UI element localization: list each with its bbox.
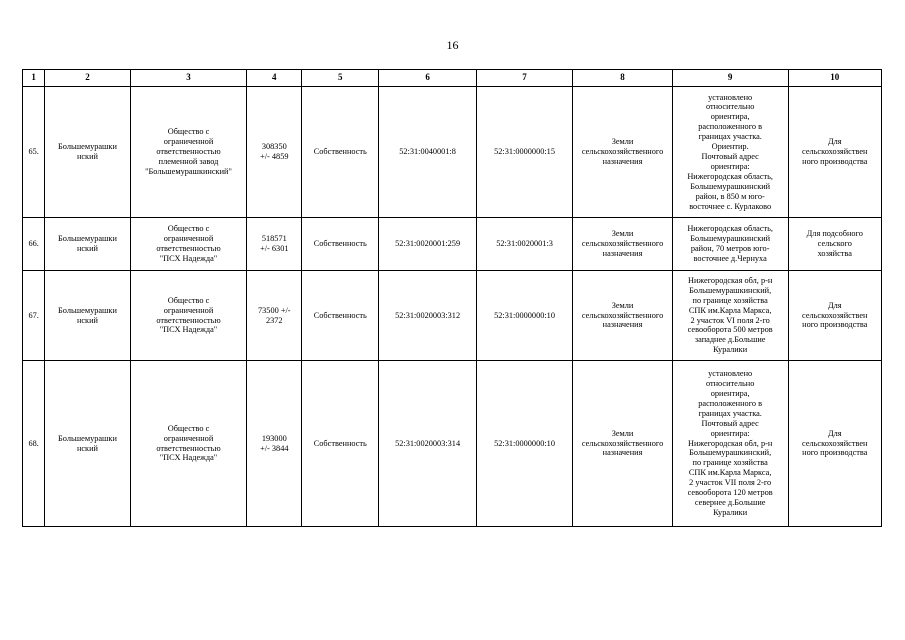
parent-cadastral-cell: 52:31:0000000:10 bbox=[476, 361, 572, 527]
parent-cadastral-cell: 52:31:0000000:15 bbox=[476, 87, 572, 218]
area-cell: 308350 +/- 4859 bbox=[247, 87, 302, 218]
location-cell: установлено относительно ориентира, расположенного в границах участка. Ориентир. Почтовый адрес ориентира: Нижегородская область, Большемурашкинский район, в 850 м юго- восточнее с. Курлаково bbox=[672, 87, 788, 218]
page-number: 16 bbox=[446, 38, 459, 52]
table-row bbox=[23, 361, 882, 527]
land-category-cell: Земли сельскохозяйственного назначения bbox=[573, 271, 673, 361]
district-cell: Большемурашки нский bbox=[45, 271, 130, 361]
row-number: 66. bbox=[23, 218, 45, 271]
row-number: 67. bbox=[23, 271, 45, 361]
permitted-use-cell: Для сельскохозяйствен ного производства bbox=[788, 271, 881, 361]
owner-cell: Общество с ограниченной ответственностью "ПСХ Надежда" bbox=[130, 271, 247, 361]
land-category-cell: Земли сельскохозяйственного назначения bbox=[573, 87, 673, 218]
permitted-use-cell: Для сельскохозяйствен ного производства bbox=[788, 361, 881, 527]
owner-cell: Общество с ограниченной ответственностью "ПСХ Надежда" bbox=[130, 361, 247, 527]
column-header-3: 3 bbox=[130, 70, 247, 87]
row-number: 68. bbox=[23, 361, 45, 527]
table-row bbox=[23, 218, 882, 271]
cadastral-number-cell: 52:31:0020001:259 bbox=[379, 218, 476, 271]
permitted-use-cell: Для подсобного сельского хозяйства bbox=[788, 218, 881, 271]
area-cell: 518571 +/- 6301 bbox=[247, 218, 302, 271]
cadastral-number-cell: 52:31:0020003:314 bbox=[379, 361, 476, 527]
cadastral-number-cell: 52:31:0040001:8 bbox=[379, 87, 476, 218]
district-cell: Большемурашки нский bbox=[45, 87, 130, 218]
column-header-9: 9 bbox=[672, 70, 788, 87]
area-cell: 193000 +/- 3844 bbox=[247, 361, 302, 527]
owner-cell: Общество с ограниченной ответственностью "ПСХ Надежда" bbox=[130, 218, 247, 271]
row-number: 65. bbox=[23, 87, 45, 218]
right-type-cell: Собственность bbox=[302, 218, 379, 271]
district-cell: Большемурашки нский bbox=[45, 361, 130, 527]
land-category-cell: Земли сельскохозяйственного назначения bbox=[573, 218, 673, 271]
table-row bbox=[23, 87, 882, 218]
location-cell: Нижегородская область, Большемурашкинский район, 70 метров юго- восточнее д.Чернуха bbox=[672, 218, 788, 271]
column-header-1: 1 bbox=[23, 70, 45, 87]
right-type-cell: Собственность bbox=[302, 361, 379, 527]
location-cell: установлено относительно ориентира, расположенного в границах участка. Почтовый адрес ориентира: Нижегородская обл, р-н Большемурашкинский, по границе хозяйства СПК им.Карла Маркса, 2 участок VII поля 2-го севооборота 120 метров севернее д.Большие Куралики bbox=[672, 361, 788, 527]
column-header-7: 7 bbox=[476, 70, 572, 87]
column-header-2: 2 bbox=[45, 70, 130, 87]
area-cell: 73500 +/- 2372 bbox=[247, 271, 302, 361]
right-type-cell: Собственность bbox=[302, 271, 379, 361]
permitted-use-cell: Для сельскохозяйствен ного производства bbox=[788, 87, 881, 218]
land-category-cell: Земли сельскохозяйственного назначения bbox=[573, 361, 673, 527]
location-cell: Нижегородская обл, р-н Большемурашкинский, по границе хозяйства СПК им.Карла Маркса, 2 участок VI поля 2-го севооборота 500 метров западнее д.Большие Куралики bbox=[672, 271, 788, 361]
district-cell: Большемурашки нский bbox=[45, 218, 130, 271]
column-header-6: 6 bbox=[379, 70, 476, 87]
column-header-5: 5 bbox=[302, 70, 379, 87]
land-registry-table bbox=[22, 69, 882, 527]
owner-cell: Общество с ограниченной ответственностью племенной завод "Большемурашкинский" bbox=[130, 87, 247, 218]
table-row bbox=[23, 271, 882, 361]
parent-cadastral-cell: 52:31:0020001:3 bbox=[476, 218, 572, 271]
column-header-4: 4 bbox=[247, 70, 302, 87]
column-header-8: 8 bbox=[573, 70, 673, 87]
cadastral-number-cell: 52:31:0020003:312 bbox=[379, 271, 476, 361]
column-header-10: 10 bbox=[788, 70, 881, 87]
parent-cadastral-cell: 52:31:0000000:10 bbox=[476, 271, 572, 361]
right-type-cell: Собственность bbox=[302, 87, 379, 218]
table-header-row bbox=[23, 70, 882, 87]
